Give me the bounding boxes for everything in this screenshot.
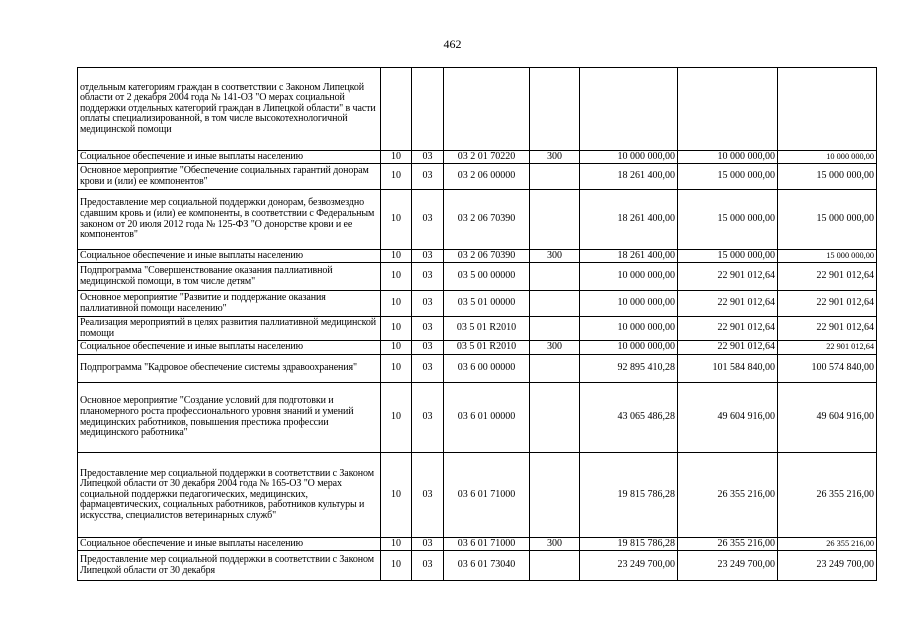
- row-amount-year-3: 22 901 012,64: [778, 263, 877, 291]
- table-row: [78, 263, 877, 291]
- row-amount-year-3: 22 901 012,64: [778, 291, 877, 317]
- row-amount-year-1: 19 815 786,28: [580, 538, 678, 551]
- row-amount-year-2: 49 604 916,00: [678, 383, 778, 453]
- budget-table-body: [78, 68, 877, 581]
- table-row: [78, 317, 877, 341]
- row-description: Подпрограмма "Совершенствование оказания паллиативной медицинской помощи, в том числе детям": [78, 263, 381, 291]
- row-subsection: [412, 68, 444, 151]
- row-expense-type: [530, 164, 580, 190]
- row-target-article: 03 5 00 00000: [444, 263, 530, 291]
- row-amount-year-2: 15 000 000,00: [678, 190, 778, 250]
- row-description: Социальное обеспечение и иные выплаты населению: [78, 538, 381, 551]
- table-row: [78, 341, 877, 355]
- row-expense-type: 300: [530, 341, 580, 355]
- row-section: 10: [381, 551, 412, 581]
- row-amount-year-2: 22 901 012,64: [678, 317, 778, 341]
- row-amount-year-3: 100 574 840,00: [778, 355, 877, 383]
- row-subsection: 03: [412, 355, 444, 383]
- row-target-article: 03 6 01 71000: [444, 538, 530, 551]
- row-subsection: 03: [412, 551, 444, 581]
- table-row: [78, 250, 877, 263]
- row-expense-type: 300: [530, 538, 580, 551]
- row-amount-year-1: [580, 68, 678, 151]
- row-section: 10: [381, 453, 412, 538]
- table-row: [78, 538, 877, 551]
- page-number: 462: [443, 37, 462, 51]
- row-amount-year-1: 10 000 000,00: [580, 291, 678, 317]
- row-target-article: 03 5 01 R2010: [444, 341, 530, 355]
- table-row: [78, 68, 877, 151]
- row-amount-year-2: 22 901 012,64: [678, 263, 778, 291]
- row-amount-year-2: 15 000 000,00: [678, 250, 778, 263]
- row-target-article: 03 2 01 70220: [444, 151, 530, 164]
- row-expense-type: 300: [530, 250, 580, 263]
- row-amount-year-3: 10 000 000,00: [778, 151, 877, 164]
- row-amount-year-2: [678, 68, 778, 151]
- row-amount-year-1: 10 000 000,00: [580, 263, 678, 291]
- row-subsection: 03: [412, 291, 444, 317]
- row-description: Подпрограмма "Кадровое обеспечение системы здравоохранения": [78, 355, 381, 383]
- row-expense-type: [530, 68, 580, 151]
- row-expense-type: 300: [530, 151, 580, 164]
- row-description: Реализация мероприятий в целях развития паллиативной медицинской помощи: [78, 317, 381, 341]
- row-subsection: 03: [412, 317, 444, 341]
- row-description: Основное мероприятие "Развитие и поддержание оказания паллиативной помощи населению": [78, 291, 381, 317]
- row-amount-year-3: 26 355 216,00: [778, 453, 877, 538]
- row-description: Социальное обеспечение и иные выплаты населению: [78, 151, 381, 164]
- budget-table: [77, 67, 877, 581]
- row-amount-year-2: 26 355 216,00: [678, 538, 778, 551]
- row-amount-year-1: 19 815 786,28: [580, 453, 678, 538]
- row-subsection: 03: [412, 151, 444, 164]
- row-expense-type: [530, 551, 580, 581]
- row-subsection: 03: [412, 538, 444, 551]
- row-subsection: 03: [412, 250, 444, 263]
- row-amount-year-3: 22 901 012,64: [778, 341, 877, 355]
- table-row: [78, 164, 877, 190]
- row-section: [381, 68, 412, 151]
- row-target-article: 03 5 01 R2010: [444, 317, 530, 341]
- row-amount-year-1: 18 261 400,00: [580, 250, 678, 263]
- row-section: 10: [381, 341, 412, 355]
- row-section: 10: [381, 263, 412, 291]
- row-target-article: 03 6 00 00000: [444, 355, 530, 383]
- row-target-article: 03 5 01 00000: [444, 291, 530, 317]
- row-description: Социальное обеспечение и иные выплаты населению: [78, 250, 381, 263]
- row-subsection: 03: [412, 341, 444, 355]
- row-section: 10: [381, 164, 412, 190]
- row-target-article: 03 2 06 70390: [444, 190, 530, 250]
- row-description: Предоставление мер социальной поддержки донорам, безвозмездно сдавшим кровь и (или) ее компоненты, в соответствии с Федеральным законом от 20 июля 2012 года № 125-ФЗ "О донорстве крови и ее компонентов": [78, 190, 381, 250]
- row-expense-type: [530, 190, 580, 250]
- table-row: [78, 355, 877, 383]
- row-section: 10: [381, 190, 412, 250]
- row-amount-year-2: 23 249 700,00: [678, 551, 778, 581]
- row-amount-year-1: 23 249 700,00: [580, 551, 678, 581]
- row-amount-year-3: 15 000 000,00: [778, 164, 877, 190]
- row-subsection: 03: [412, 453, 444, 538]
- row-target-article: 03 6 01 00000: [444, 383, 530, 453]
- row-amount-year-3: 49 604 916,00: [778, 383, 877, 453]
- row-amount-year-3: 15 000 000,00: [778, 190, 877, 250]
- row-target-article: 03 2 06 00000: [444, 164, 530, 190]
- row-amount-year-2: 22 901 012,64: [678, 341, 778, 355]
- row-subsection: 03: [412, 263, 444, 291]
- row-amount-year-2: 10 000 000,00: [678, 151, 778, 164]
- row-amount-year-2: 22 901 012,64: [678, 291, 778, 317]
- row-target-article: [444, 68, 530, 151]
- row-amount-year-3: [778, 68, 877, 151]
- row-amount-year-2: 26 355 216,00: [678, 453, 778, 538]
- row-expense-type: [530, 355, 580, 383]
- row-description: Основное мероприятие "Обеспечение социальных гарантий донорам крови и (или) ее компонентов": [78, 164, 381, 190]
- row-section: 10: [381, 538, 412, 551]
- row-amount-year-3: 23 249 700,00: [778, 551, 877, 581]
- row-target-article: 03 2 06 70390: [444, 250, 530, 263]
- table-row: [78, 551, 877, 581]
- table-row: [78, 383, 877, 453]
- row-description: Предоставление мер социальной поддержки в соответствии с Законом Липецкой области от 30 декабря 2004 года № 165-ОЗ "О мерах социальной поддержки педагогических, медицинских, фармацевтических, социальных работников, работников культуры и искусства, специалистов ветеринарных служб": [78, 453, 381, 538]
- row-section: 10: [381, 383, 412, 453]
- row-target-article: 03 6 01 71000: [444, 453, 530, 538]
- row-amount-year-1: 18 261 400,00: [580, 190, 678, 250]
- row-section: 10: [381, 317, 412, 341]
- table-row: [78, 151, 877, 164]
- row-amount-year-1: 18 261 400,00: [580, 164, 678, 190]
- row-expense-type: [530, 291, 580, 317]
- row-amount-year-1: 92 895 410,28: [580, 355, 678, 383]
- row-subsection: 03: [412, 164, 444, 190]
- row-amount-year-3: 22 901 012,64: [778, 317, 877, 341]
- row-amount-year-2: 15 000 000,00: [678, 164, 778, 190]
- row-expense-type: [530, 453, 580, 538]
- row-description: Предоставление мер социальной поддержки в соответствии с Законом Липецкой области от 30 декабря: [78, 551, 381, 581]
- row-subsection: 03: [412, 190, 444, 250]
- row-amount-year-1: 10 000 000,00: [580, 317, 678, 341]
- row-amount-year-1: 10 000 000,00: [580, 151, 678, 164]
- row-expense-type: [530, 383, 580, 453]
- row-amount-year-3: 26 355 216,00: [778, 538, 877, 551]
- row-description: отдельным категориям граждан в соответствии с Законом Липецкой области от 2 декабря 2004 года № 141-ОЗ "О мерах социальной поддержки отдельных категорий граждан в Липецкой области" в части оплаты специализированной, в том числе высокотехнологичной медицинской помощи: [78, 68, 381, 151]
- table-row: [78, 190, 877, 250]
- row-section: 10: [381, 151, 412, 164]
- row-amount-year-3: 15 000 000,00: [778, 250, 877, 263]
- row-description: Социальное обеспечение и иные выплаты населению: [78, 341, 381, 355]
- row-target-article: 03 6 01 73040: [444, 551, 530, 581]
- row-section: 10: [381, 250, 412, 263]
- row-section: 10: [381, 355, 412, 383]
- row-amount-year-1: 43 065 486,28: [580, 383, 678, 453]
- table-row: [78, 453, 877, 538]
- row-section: 10: [381, 291, 412, 317]
- row-amount-year-1: 10 000 000,00: [580, 341, 678, 355]
- table-row: [78, 291, 877, 317]
- row-expense-type: [530, 317, 580, 341]
- row-expense-type: [530, 263, 580, 291]
- row-subsection: 03: [412, 383, 444, 453]
- row-description: Основное мероприятие "Создание условий для подготовки и планомерного роста профессионального уровня знаний и умений медицинских работников, повышения престижа профессии медицинского работника": [78, 383, 381, 453]
- row-amount-year-2: 101 584 840,00: [678, 355, 778, 383]
